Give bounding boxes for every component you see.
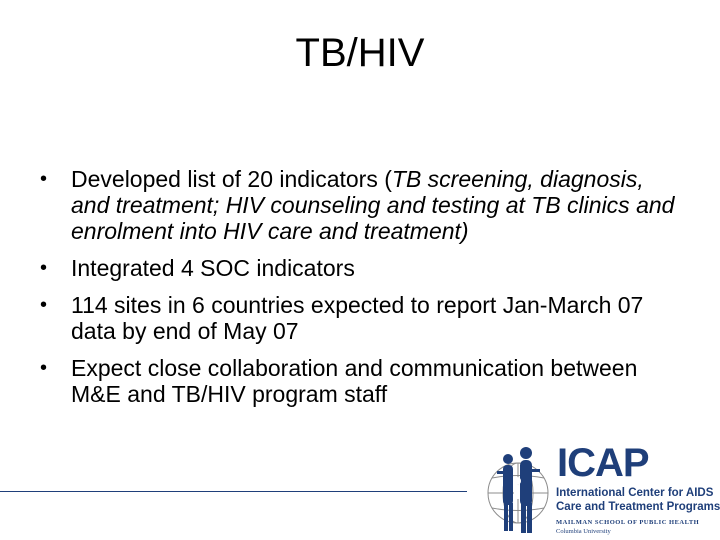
bullet-text: 114 sites in 6 countries expected to report Jan-March 07 data by end of May 07 [71, 292, 644, 344]
bullet-item [40, 166, 680, 244]
bullet-dot: • [40, 357, 48, 379]
icap-logo [484, 441, 718, 537]
slide-title: TB/HIV [295, 31, 425, 75]
bullet-item [40, 255, 680, 281]
bullet-item [40, 355, 680, 407]
logo-wordmark: ICAP [557, 441, 649, 485]
logo-line-3: MAILMAN SCHOOL OF PUBLIC HEALTH [556, 519, 700, 526]
bullet-dot: • [40, 294, 48, 316]
bullet-text-italic: TB screening, diagnosis, and treatment; HIV counseling and testing at TB clinics and enrolment into HIV care and treatment) [71, 166, 675, 244]
logo-line-2: Care and Treatment Programs [556, 501, 720, 513]
footer-divider [0, 491, 467, 492]
bullet-item [40, 292, 680, 344]
bullet-dot: • [40, 257, 48, 279]
bullet-text: Integrated 4 SOC indicators [71, 255, 355, 281]
bullet-list [40, 166, 680, 418]
bullet-text: Expect close collaboration and communication between M&E and TB/HIV program staff [71, 355, 638, 407]
globe-people-icon [484, 441, 554, 537]
logo-line-1: International Center for AIDS [556, 487, 714, 499]
logo-line-4: Columbia University [556, 528, 611, 535]
bullet-dot: • [40, 168, 48, 190]
bullet-text: Developed list of 20 indicators ( [71, 166, 392, 192]
